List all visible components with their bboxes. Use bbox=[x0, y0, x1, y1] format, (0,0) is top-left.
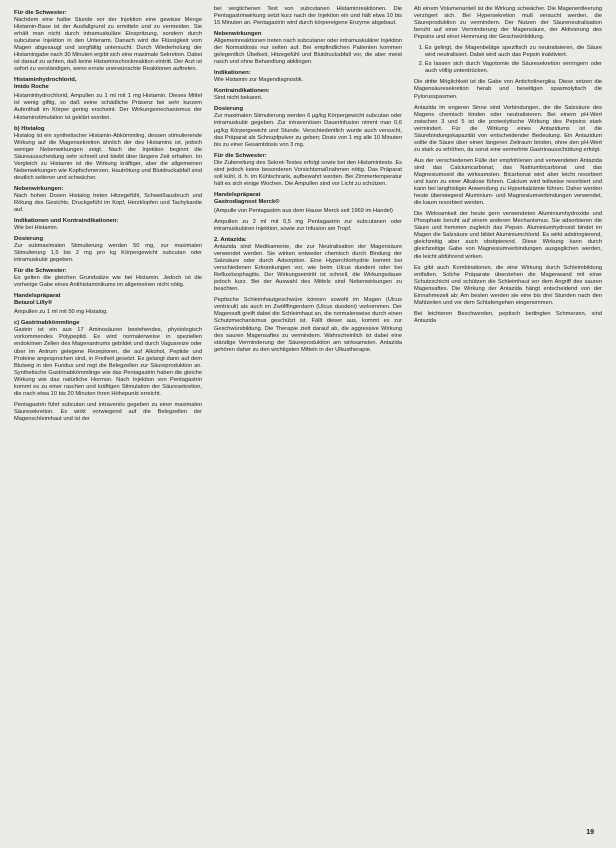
column-middle bbox=[214, 6, 402, 824]
paragraph: Gastrin ist ein aus 17 Aminosäuren bestehendes, physiologisch vorkommendes Polypeptid. Es wird normalerweise in speziellen endokrinen Zellen des Magenantrums gebildet und durch Vagusreize oder über im Antrum gelegene Rezeptoren, die auf Alkohol, Peptide und Proteine angesprochen sind, in Freiheit gesetzt. Es gelangt dann auf dem Blutweg in den Fundus und regt die Belegzellen zur Säureproduktion an. Synthetische Gastrinabkömmlinge wie das Pentagastrin haben die gleiche Wirkung wie das natürliche Hormon. Nach Injektion von Pentagastrin kommt es zu einer raschen und kräftigen Stimulation der Säuresekretion, die nach etwa 10 bis 20 Minuten ihren Höhepunkt erreicht. bbox=[14, 327, 202, 397]
paragraph: Zur submaximalen Stimulierung werden 50 mg, zur maximalen Stimulierung 1,5 bis 2 mg pro kg Körpergewicht subcutan oder intramuskulär gegeben. bbox=[14, 243, 202, 264]
paragraph: Es gelten die gleichen Grundsätze wie bei Histamin. Jedoch ist die vorherige Gabe eines Antihistaminikums im allgemeinen nicht nötig. bbox=[14, 275, 202, 289]
heading: c) Gastrinabkömmlinge bbox=[14, 320, 80, 327]
paragraph: Histalog ist ein synthetischer Histamin-Abkömmling, dessen stimulierende Wirkung auf die Magensekretion ähnlich der des Histamins ist, jedoch weniger Nebenwirkungen zeigt. Nach der Injektion beginnt die Säureausscheidung sehr schnell und bleibt über längere Zeit erhalten. Im Vergleich zu Histamin ist die Wirkung kräftiger, aber die allgemeinen Nebenwirkungen wie Kopfschmerzen, Hautrötung und Blutdruckabfall sind deutlich seltener und schwächer. bbox=[14, 132, 202, 181]
paragraph: Antazida im engeren Sinne sind Verbindungen, die die Salzsäure des Magens chemisch binden oder neutralisieren. Bei einem pH-Wert zwischen 3 und 5 ist die proteolytische Wirkung des Pepsins stark vermindert. Für die Wirkung eines Antazidums ist die Säurebindungskapazität von entscheidender Bedeutung. Ein Antazidum sollte die Säure über einen längeren Zeitraum binden, ohne den pH-Wert zu stark zu erhöhen, da sonst eine vermehrte Gastrinausschüttung erfolgt. bbox=[414, 104, 602, 153]
heading: b) Histalog bbox=[14, 125, 45, 132]
paragraph: Nach hohen Dosen Histalog treten Hitzegefühl, Schweißausbruch und Rötung des Gesichts, Druckgefühl im Kopf, Herzklopfen und Tachykardie auf. bbox=[14, 192, 202, 213]
column-left bbox=[14, 6, 202, 824]
heading: 2. Antazida: bbox=[214, 236, 247, 243]
list-item: 1. Es gelingt, die Magenbeläge spezifisch zu neutralisieren, die Säure wird neutralisiert. Dabei wird auch das Pepsin inaktiviert. bbox=[425, 45, 602, 59]
heading: Für die Schwester: bbox=[14, 268, 67, 275]
paragraph: Die Wirksamkeit der heute gern verwendeten Aluminiumhydroxide und Phosphate beruht auf einem anderen Mechanismus. Sie adsorbieren die Säure und hemmen zugleich das Pepsin. Aluminiumhydroxid bindet im Magen die Salzsäure und bildet Aluminiumchlorid. Es wirkt adstringierend, gleichzeitig aber auch obstipierend. Diese Wirkung kann durch gleichzeitige Gabe von Magnesiumverbindungen ausgeglichen werden, die leicht abführend wirken. bbox=[414, 211, 602, 260]
paragraph: Zur maximalen Stimulierung werden 6 µg/kg Körpergewicht subcutan oder intramuskulär gegeben. Zur intravenösen Dauerinfusion nimmt man 0,6 µg/kg Körpergewicht und Stunde. Verschiedentlich wurde auch versucht, das Präparat als Schnupfpulver zu geben; Dosis von 1 mg alle 10 Minuten bis zu einer Gesamtdosis von 3 mg. bbox=[214, 113, 402, 148]
paragraph: Die dritte Möglichkeit ist die Gabe von Anticholinergika. Diese setzen die Magensäuresekretion herab und beseitigen spasmolytisch die Pylorusspasmen. bbox=[414, 79, 602, 100]
paragraph: (Ampulle von Pentagastrin aus dem Hause Merck seit 1969 im Handel) bbox=[214, 207, 393, 214]
text-columns bbox=[14, 6, 602, 824]
subheading: Betazol Lilly® bbox=[14, 300, 53, 307]
heading: Indikationen: bbox=[214, 70, 251, 77]
paragraph: Nachdem eine halbe Stunde vor der Injektion eine gewisse Menge Histamin-Base ist der Ausfallgrund zu ermitteln und zu vermeiden. Sie erhält man nicht durch intramuskuläre Einspritzung, sondern durch subcutane Injektion in den Unterarm. Danach wird die Flüssigkeit vom Magen abgesaugt und sorgfältig untersucht. Durch Wiederholung der Histamingabe nach 30 Minuten ergibt sich eine maximale Sekretion. Dabei ist darauf zu achten, daß keine Histaminschockreaktion eintritt. Der Arzt ist sofort zu verständigen, wenn ernste unerwünschte Reaktionen auftreten. bbox=[14, 17, 202, 73]
paragraph: Histaminhydrochlorid, Ampullen zu 1 ml mit 1 mg Histamin. Dieses Mittel ist wenig giftig, so daß seine schädliche Präsenz bei sehr kurzem Aufenthalt im Körper gering erscheint. Der Wirkungsmechanismus der Histaminstimulation ist geklärt worden. bbox=[14, 93, 202, 121]
heading: Nebenwirkungen: bbox=[14, 185, 64, 192]
heading: Indikationen und Kontraindikationen: bbox=[14, 218, 119, 225]
heading: Für die Schwester: bbox=[214, 152, 267, 159]
paragraph: Aus der verschiedenen Fülle der empfohlenen und verwendeten Antazida sind das Calciumcarbonat, das Natriumbicarbonat und das Magnesiumoxid die wirksamsten. Bicarbonat wird aber leicht resorbiert und kann zu einer Alkalose führen. Calcium wird teilweise resorbiert und kann bei langfristiger Anwendung zu Hyperkalzämie führen. Daher werden heute überwiegend Aluminium- und Magnesiumverbindungen verwendet, die kaum resorbiert werden. bbox=[414, 157, 602, 207]
paragraph: Bei leichteren Beschwerden, peptisch bedingten Schmerzen, sind Antazida bbox=[414, 310, 602, 324]
list-item: 2. Es lassen sich durch Vagotomie die Säuresekretion verringern oder auch völlig unterdrücken. bbox=[425, 61, 602, 75]
paragraph: Ab einem Volumenanteil ist die Wirkung schwächer. Die Magenentleerung verzögert sich. Bei Hypersekretion muß versucht werden, die Säureproduktion zu vermindern. Der Nutzen der Säureneutralisation beruht auf einer Verminderung der Magensäure, der Aktivierung des Pepsins und einer Hemmung der Geschwürbildung. bbox=[414, 6, 602, 41]
paragraph: bei verglichenen Test von subcutanen Histaminreaktionen. Die Pentagastrinwirkung setzt kurz nach der Injektion ein und hält etwa 10 bis 15 Minuten an. Pentagastrin wird durch körpereigene Enzyme abgebaut. bbox=[214, 6, 402, 27]
heading: Dosierung bbox=[214, 106, 244, 113]
heading: Nebenwirkungen bbox=[214, 31, 262, 38]
heading: Handelspräparat bbox=[214, 191, 261, 198]
paragraph: Wie bei Histamin. bbox=[14, 225, 59, 232]
paragraph: Ampullen zu 1 ml mit 50 mg Histalog. bbox=[14, 309, 108, 316]
page-number: 19 bbox=[586, 829, 594, 836]
heading: Für die Schwester: bbox=[14, 10, 67, 16]
paragraph: Wie Histamin zur Magendiagnostik. bbox=[214, 77, 304, 84]
numbered-list bbox=[414, 45, 602, 75]
paragraph: Sind nicht bekannt. bbox=[214, 95, 263, 102]
paragraph: Die Zubereitung des Sekret-Testes erfolgt sowie bei den Histamintests. Es sind jedoch keine besonderen Vorsichtsmaßnahmen nötig. Das Präparat soll kühl, d. h. im Kühlschrank, aufbewahrt werden. Bei Zimmertemperatur hält es sich einige Wochen. Die Ampullen sind vor Licht zu schützen. bbox=[214, 159, 402, 187]
paragraph: Peptische Schleimhautgeschwüre können sowohl im Magen (Ulcus ventriculi) als auch im Zwölffingerdarm (Ulcus duodeni) vorkommen. Der Magensaft greift dabei die Schleimhaut an, die normalerweise durch einen Schutzmechanismus geschützt ist. Fällt dieser aus, kommt es zur Geschwürsbildung. Die Therapie zielt darauf ab, die aggressive Wirkung des sauren Magensaftes zu vermindern. Wahrscheinlich ist dabei eine ständige Verminderung der Säureproduktion am wirksamsten. Antazida gehören daher zu den wichtigsten Mitteln in der Ulkustherapie. bbox=[214, 297, 402, 353]
paragraph: Ampullen zu 2 ml mit 0,5 mg Pentagastrin zur subcutanen oder intramuskulären Injektion, sowie zur Infusion am Tropf. bbox=[214, 218, 402, 232]
paragraph: Allgemeinreaktionen treten nach subcutaner oder intramuskulärer Injektion der Normaldosis nur selten auf. Bei empfindlichen Patienten kommen gelegentlich Übelkeit, Hitzegefühl und Blutdruckabfall vor, die aber meist rasch und ohne Behandlung abklingen. bbox=[214, 38, 402, 66]
paragraph: Antazida sind Medikamente, die zur Neutralisation der Magensäure verwendet werden. Sie wirken entweder chemisch durch Bindung der Salzsäure oder durch Adsorption. Eine Hyperchlorhydrie kommt bei verschiedenen Erkrankungen vor, wie beim Ulcus duodeni oder bei Refluxösophagitis. Der Wirkungseintritt ist schnell, die Wirkungsdauer jedoch kurz. Bei der Auswahl des Mittels sind Nebenwirkungen zu beachten. bbox=[214, 243, 402, 293]
heading: Dosierung bbox=[14, 236, 44, 243]
heading: Kontraindikationen: bbox=[214, 88, 270, 95]
paragraph: Pentagastrin führt subcutan und intravenös gegeben zu einer maximalen Säuresekretion. Es wirkt vorwiegend auf die Belegzellen der Magenschleimhaut und ist der bbox=[14, 401, 202, 422]
heading: Histaminhydrochlorid, bbox=[14, 77, 77, 84]
heading: Handelspräparat bbox=[14, 293, 61, 300]
column-right bbox=[414, 6, 602, 824]
subheading: Imido Roche bbox=[14, 84, 49, 91]
paragraph: Es gibt auch Kombinationen, die eine Wirkung durch Schleimbildung entfalten. Solche Präparate überziehen die Magenwand mit einer Schutzschicht und schützen die Schleimhaut vor dem Angriff des sauren Magensaftes. Die Wirkung der Antazida hängt entscheidend von der Einnahmezeit ab: Am besten werden sie eine bis drei Stunden nach den Mahlzeiten und vor dem Schlafengehen eingenommen. bbox=[414, 264, 602, 306]
subheading: Gastrodiagnost Merck® bbox=[214, 198, 280, 205]
